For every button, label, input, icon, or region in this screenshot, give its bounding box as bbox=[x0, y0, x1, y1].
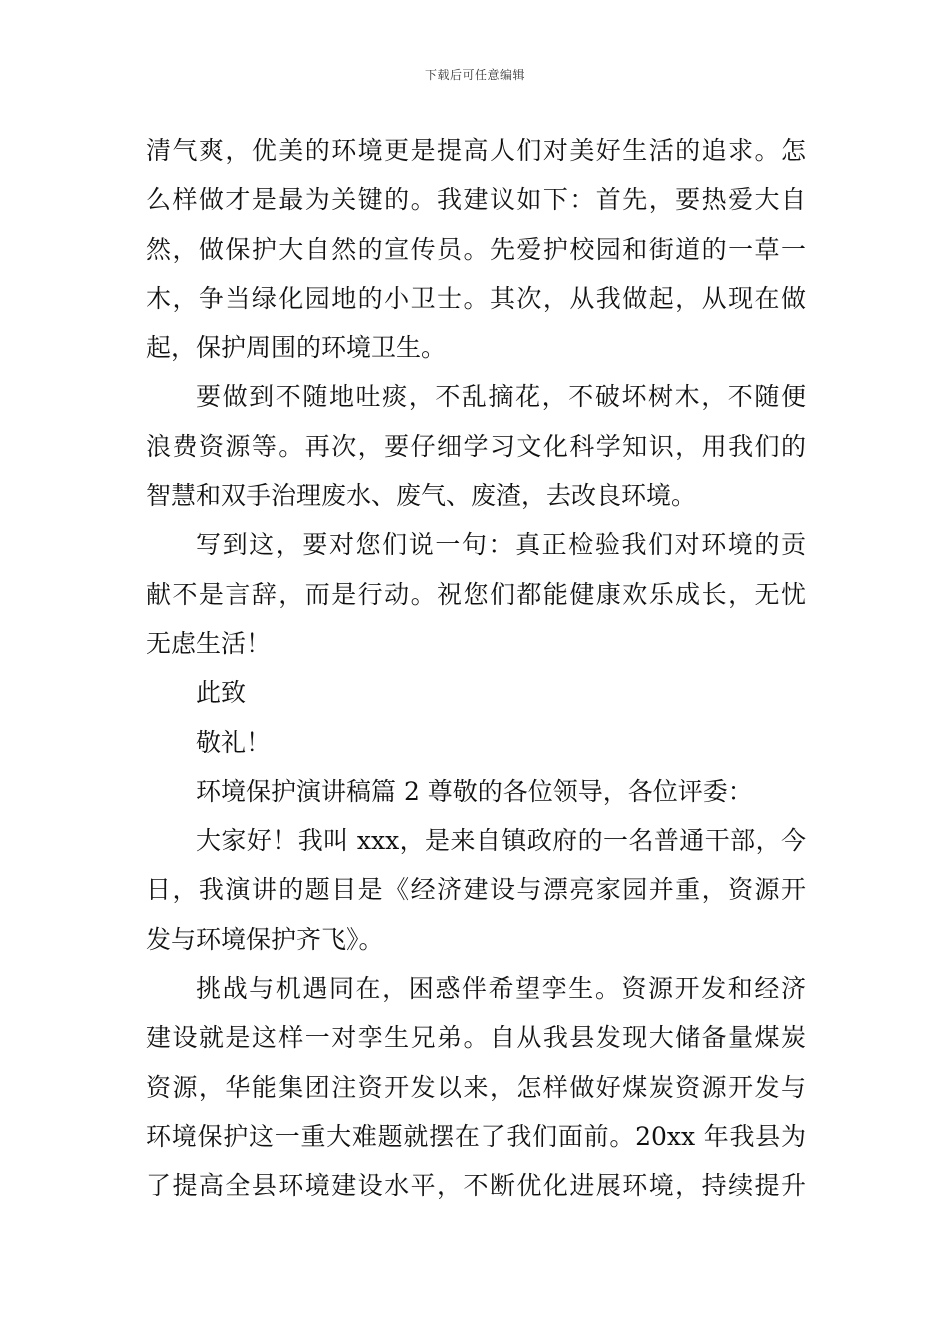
text-line: 么样做才是最为关键的。我建议如下：首先，要热爱大自 bbox=[146, 185, 806, 215]
page-header: 下载后可任意编辑 bbox=[424, 68, 525, 82]
text-line: 无虑生活！ bbox=[146, 628, 272, 658]
text-line: 写到这，要对您们说一句：真正检验我们对环境的贡 bbox=[196, 530, 806, 560]
text-line: 大家好！我叫 xxx，是来自镇政府的一名普通干部，今 bbox=[196, 826, 806, 856]
text-line: 清气爽，优美的环境更是提高人们对美好生活的追求。怎 bbox=[146, 136, 806, 165]
text-line: 挑战与机遇同在，困惑伴希望孪生。资源开发和经济 bbox=[196, 974, 806, 1004]
text-line: 了提高全县环境建设水平，不断优化进展环境，持续提升 bbox=[146, 1171, 806, 1201]
text-line: 环境保护演讲稿篇 2 尊敬的各位领导，各位评委： bbox=[196, 776, 753, 806]
text-line: 然，做保护大自然的宣传员。先爱护校园和街道的一草一 bbox=[146, 234, 806, 264]
text-line: 浪费资源等。再次，要仔细学习文化科学知识，用我们的 bbox=[146, 431, 806, 461]
text-line: 木，争当绿化园地的小卫士。其次，从我做起，从现在做 bbox=[146, 283, 806, 313]
text-line: 此致 bbox=[196, 678, 247, 708]
text-line: 环境保护这一重大难题就摆在了我们面前。20xx 年我县为 bbox=[146, 1121, 806, 1151]
text-line: 建设就是这样一对孪生兄弟。自从我县发现大储备量煤炭 bbox=[146, 1023, 806, 1053]
text-line: 日，我演讲的题目是《经济建设与漂亮家园并重，资源开 bbox=[146, 875, 806, 905]
text-line: 智慧和双手治理废水、废气、废渣，去改良环境。 bbox=[146, 481, 697, 511]
text-line: 发与环境保护齐飞》。 bbox=[146, 924, 384, 954]
text-line: 要做到不随地吐痰，不乱摘花，不破坏树木，不随便 bbox=[196, 382, 806, 412]
text-line: 资源，华能集团注资开发以来，怎样做好煤炭资源开发与 bbox=[146, 1072, 806, 1102]
text-line: 起，保护周围的环境卫生。 bbox=[146, 333, 447, 363]
text-line: 敬礼！ bbox=[196, 727, 272, 757]
text-line: 献不是言辞，而是行动。祝您们都能健康欢乐成长，无忧 bbox=[146, 579, 806, 609]
document-body bbox=[146, 126, 806, 1211]
